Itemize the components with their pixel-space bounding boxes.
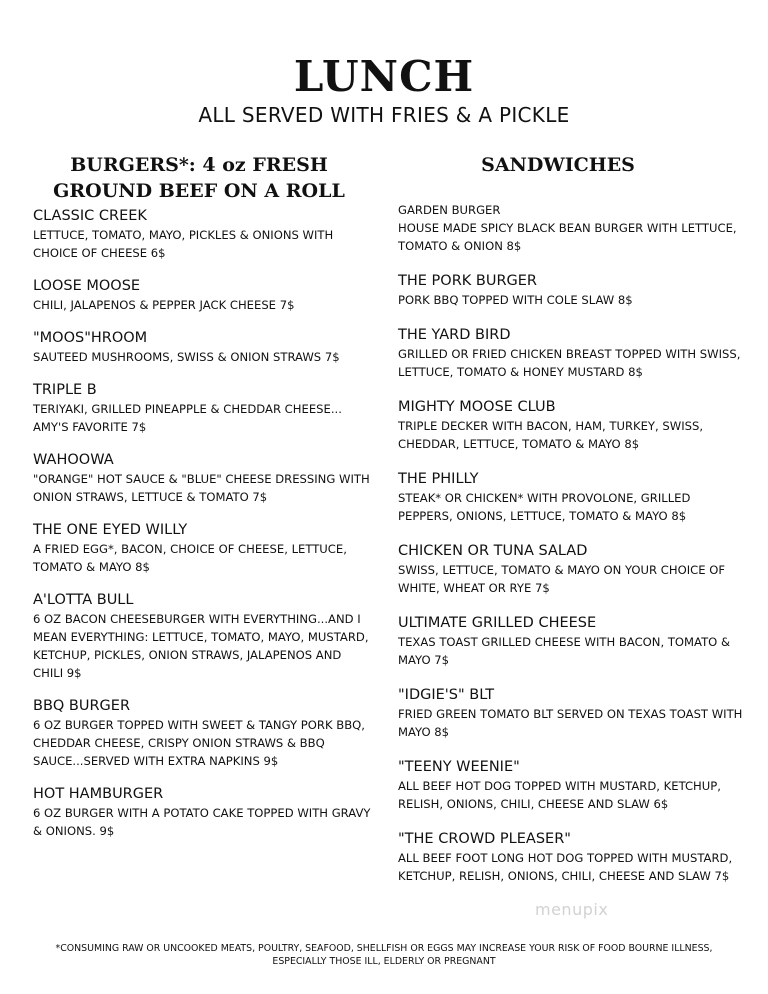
- menu-item: [398, 830, 748, 885]
- item-description: TEXAS TOAST GRILLED CHEESE WITH BACON, TOMATO & MAYO 7$: [398, 635, 731, 667]
- item-name: "TEENY WEENIE": [398, 759, 520, 775]
- item-name: HOT HAMBURGER: [33, 786, 164, 802]
- item-name: GARDEN BURGER: [398, 203, 501, 217]
- sandwiches-section-title: SANDWICHES: [481, 154, 635, 176]
- menu-item: [398, 758, 748, 813]
- item-name: BBQ BURGER: [33, 698, 131, 714]
- item-name: MIGHTY MOOSE CLUB: [398, 399, 556, 415]
- item-description: SWISS, LETTUCE, TOMATO & MAYO ON YOUR CHOICE OF WHITE, WHEAT OR RYE 7$: [398, 563, 726, 595]
- item-description: PORK BBQ TOPPED WITH COLE SLAW 8$: [398, 293, 633, 307]
- item-name: LOOSE MOOSE: [33, 278, 141, 294]
- menu-item: [398, 326, 748, 381]
- item-name: ULTIMATE GRILLED CHEESE: [398, 615, 597, 631]
- menu-item: [33, 591, 373, 682]
- menu-item: [398, 201, 748, 255]
- item-description: TRIPLE DECKER WITH BACON, HAM, TURKEY, SWISS, CHEDDAR, LETTUCE, TOMATO & MAYO 8$: [398, 419, 704, 451]
- disclaimer-line1: *CONSUMING RAW OR UNCOOKED MEATS, POULTRY, SEAFOOD, SHELLFISH OR EGGS MAY INCREASE YOUR RISK OF FOOD BOURNE ILLNESS,: [55, 943, 713, 954]
- item-description: FRIED GREEN TOMATO BLT SERVED ON TEXAS TOAST WITH MAYO 8$: [398, 707, 743, 739]
- menu-item: [398, 470, 748, 525]
- item-name: "IDGIE'S" BLT: [398, 687, 495, 703]
- footer-disclaimer: [0, 942, 768, 968]
- item-name: A'LOTTA BULL: [33, 592, 134, 608]
- item-name: CLASSIC CREEK: [33, 208, 147, 224]
- item-description: LETTUCE, TOMATO, MAYO, PICKLES & ONIONS WITH CHOICE OF CHEESE 6$: [33, 228, 334, 260]
- item-description: STEAK* OR CHICKEN* WITH PROVOLONE, GRILLED PEPPERS, ONIONS, LETTUCE, TOMATO & MAYO 8$: [398, 491, 691, 523]
- item-name: "THE CROWD PLEASER": [398, 831, 571, 847]
- item-description: TERIYAKI, GRILLED PINEAPPLE & CHEDDAR CHEESE... AMY'S FAVORITE 7$: [33, 402, 342, 434]
- item-description: ALL BEEF FOOT LONG HOT DOG TOPPED WITH MUSTARD, KETCHUP, RELISH, ONIONS, CHILI, CHEESE AND SLAW 7$: [398, 851, 733, 883]
- menu-item: [398, 542, 748, 597]
- item-name: THE YARD BIRD: [398, 327, 511, 343]
- item-description: HOUSE MADE SPICY BLACK BEAN BURGER WITH LETTUCE, TOMATO & ONION 8$: [398, 221, 737, 253]
- item-name: "MOOS"HROOM: [33, 330, 148, 346]
- menu-title: LUNCH: [293, 52, 475, 101]
- item-description: ALL BEEF HOT DOG TOPPED WITH MUSTARD, KETCHUP, RELISH, ONIONS, CHILI, CHEESE AND SLAW 6$: [398, 779, 721, 811]
- item-name: THE ONE EYED WILLY: [33, 522, 188, 538]
- item-name: TRIPLE B: [33, 382, 97, 398]
- burgers-column: [33, 152, 373, 855]
- menu-item: [33, 697, 373, 770]
- watermark: menupix: [535, 900, 609, 919]
- menu-item: [33, 785, 373, 840]
- menu-subtitle: ALL SERVED WITH FRIES & A PICKLE: [198, 103, 570, 127]
- burgers-title-line1: BURGERS*: 4 oz FRESH: [70, 154, 328, 176]
- menu-item: [33, 207, 373, 262]
- item-description: 6 OZ BURGER TOPPED WITH SWEET & TANGY PORK BBQ, CHEDDAR CHEESE, CRISPY ONION STRAWS & BBQ SAUCE...SERVED WITH EXTRA NAPKINS 9$: [33, 718, 365, 768]
- item-description: SAUTEED MUSHROOMS, SWISS & ONION STRAWS 7$: [33, 350, 340, 364]
- item-description: 6 OZ BACON CHEESEBURGER WITH EVERYTHING...AND I MEAN EVERYTHING: LETTUCE, TOMATO, MAYO, MUSTARD, KETCHUP, PICKLES, ONION STRAWS, JALAPENOS AND CHILI 9$: [33, 612, 369, 680]
- menu-item: [33, 329, 373, 366]
- item-description: 6 OZ BURGER WITH A POTATO CAKE TOPPED WITH GRAVY & ONIONS. 9$: [33, 806, 371, 838]
- menu-item: [398, 614, 748, 669]
- item-description: GRILLED OR FRIED CHICKEN BREAST TOPPED WITH SWISS, LETTUCE, TOMATO & HONEY MUSTARD 8$: [398, 347, 741, 379]
- menu-item: [33, 521, 373, 576]
- disclaimer-line2: ESPECIALLY THOSE ILL, ELDERLY OR PREGNANT: [272, 956, 496, 967]
- item-name: CHICKEN OR TUNA SALAD: [398, 543, 588, 559]
- item-description: "ORANGE" HOT SAUCE & "BLUE" CHEESE DRESSING WITH ONION STRAWS, LETTUCE & TOMATO 7$: [33, 472, 370, 504]
- item-name: THE PORK BURGER: [398, 273, 537, 289]
- item-description: CHILI, JALAPENOS & PEPPER JACK CHEESE 7$: [33, 298, 295, 312]
- item-name: WAHOOWA: [33, 452, 114, 468]
- item-name: THE PHILLY: [398, 471, 479, 487]
- burgers-title-line2: GROUND BEEF ON A ROLL: [53, 180, 345, 202]
- menu-item: [398, 398, 748, 453]
- menu-item: [398, 272, 748, 309]
- menu-item: [33, 451, 373, 506]
- menu-item: [398, 686, 748, 741]
- menu-item: [33, 381, 373, 436]
- burgers-section-title: [25, 152, 373, 204]
- menu-item: [33, 277, 373, 314]
- item-description: A FRIED EGG*, BACON, CHOICE OF CHEESE, LETTUCE, TOMATO & MAYO 8$: [33, 542, 347, 574]
- sandwiches-column: [398, 152, 748, 902]
